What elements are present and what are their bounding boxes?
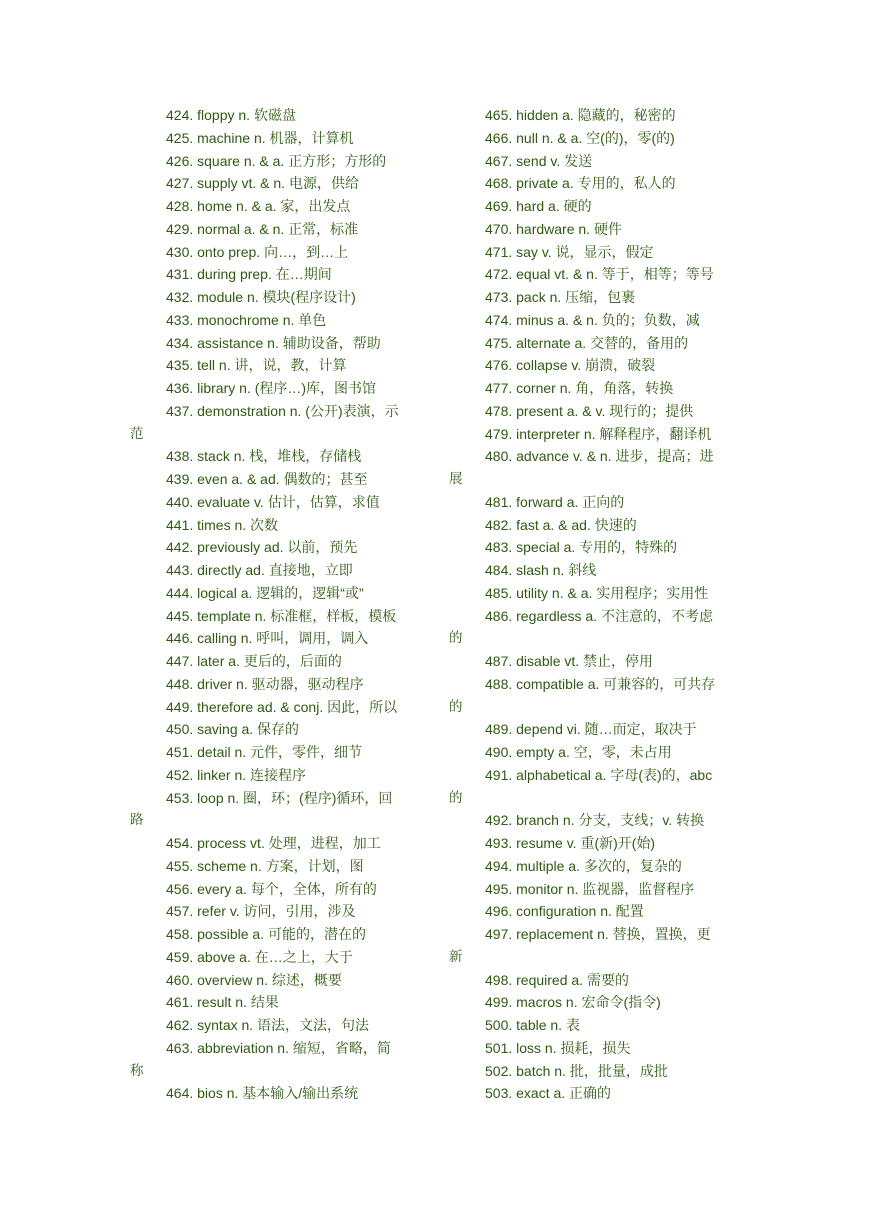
vocabulary-entry: 444. logical a. 逻辑的，逻辑“或” bbox=[166, 584, 364, 601]
wrapped-line-continuation: 称 bbox=[130, 1062, 144, 1079]
vocabulary-entry: 502. batch n. 批，批量，成批 bbox=[485, 1062, 668, 1079]
vocabulary-entry: 460. overview n. 综述，概要 bbox=[166, 971, 342, 988]
vocabulary-entry: 463. abbreviation n. 缩短，省略，简 bbox=[166, 1039, 391, 1056]
vocabulary-entry: 476. collapse v. 崩溃，破裂 bbox=[485, 357, 656, 374]
wrapped-line-continuation: 的 bbox=[449, 630, 463, 647]
vocabulary-entry: 454. process vt. 处理，进程，加工 bbox=[166, 835, 381, 851]
vocabulary-column-right bbox=[449, 104, 749, 1105]
vocabulary-entry: 438. stack n. 栈，堆栈，存储栈 bbox=[166, 448, 362, 465]
vocabulary-entry: 499. macros n. 宏命令(指令) bbox=[485, 994, 661, 1011]
vocabulary-entry: 466. null n. & a. 空(的)，零(的) bbox=[485, 129, 675, 146]
vocabulary-entry: 455. scheme n. 方案，计划，图 bbox=[166, 857, 364, 874]
vocabulary-entry: 471. say v. 说，显示，假定 bbox=[485, 243, 654, 260]
vocabulary-entry: 437. demonstration n. (公开)表演，示 bbox=[166, 402, 399, 419]
vocabulary-entry: 472. equal vt. & n. 等于，相等；等号 bbox=[485, 266, 714, 283]
vocabulary-entry: 501. loss n. 损耗，损失 bbox=[485, 1039, 631, 1056]
vocabulary-entry: 425. machine n. 机器，计算机 bbox=[166, 129, 354, 146]
vocabulary-entry: 493. resume v. 重(新)开(始) bbox=[485, 835, 656, 851]
vocabulary-entry: 484. slash n. 斜线 bbox=[485, 562, 597, 578]
vocabulary-entry: 434. assistance n. 辅助设备，帮助 bbox=[166, 334, 381, 351]
vocabulary-entry: 447. later a. 更后的，后面的 bbox=[166, 653, 342, 669]
vocabulary-entry: 457. refer v. 访问，引用，涉及 bbox=[166, 903, 356, 920]
vocabulary-entry: 482. fast a. & ad. 快速的 bbox=[485, 516, 637, 533]
wrapped-line-continuation: 展 bbox=[449, 471, 463, 487]
vocabulary-entry: 428. home n. & a. 家，出发点 bbox=[166, 198, 351, 214]
vocabulary-entry: 467. send v. 发送 bbox=[485, 152, 593, 169]
wrapped-line-continuation: 的 bbox=[449, 789, 463, 806]
vocabulary-entry: 474. minus a. & n. 负的；负数，减 bbox=[485, 311, 700, 328]
vocabulary-entry: 464. bios n. 基本输入/输出系统 bbox=[166, 1085, 359, 1102]
vocabulary-entry: 495. monitor n. 监视器，监督程序 bbox=[485, 880, 695, 897]
vocabulary-entry: 496. configuration n. 配置 bbox=[485, 903, 644, 920]
vocabulary-entry: 448. driver n. 驱动器，驱动程序 bbox=[166, 675, 364, 692]
vocabulary-entry: 485. utility n. & a. 实用程序；实用性 bbox=[485, 584, 709, 601]
vocabulary-entry: 426. square n. & a. 正方形；方形的 bbox=[166, 152, 387, 169]
vocabulary-entry: 424. floppy n. 软磁盘 bbox=[166, 107, 296, 123]
vocabulary-entry: 435. tell n. 讲，说，教，计算 bbox=[166, 357, 347, 374]
vocabulary-entry: 477. corner n. 角，角落，转换 bbox=[485, 380, 674, 396]
vocabulary-entry: 500. table n. 表 bbox=[485, 1017, 580, 1033]
vocabulary-entry: 433. monochrome n. 单色 bbox=[166, 311, 327, 328]
vocabulary-entry: 478. present a. & v. 现行的；提供 bbox=[485, 402, 694, 419]
vocabulary-entry: 429. normal a. & n. 正常，标准 bbox=[166, 220, 359, 237]
vocabulary-entry: 449. therefore ad. & conj. 因此，所以 bbox=[166, 698, 398, 715]
vocabulary-entry: 452. linker n. 连接程序 bbox=[166, 766, 307, 783]
vocabulary-entry: 486. regardless a. 不注意的，不考虑 bbox=[485, 607, 713, 624]
vocabulary-entry: 469. hard a. 硬的 bbox=[485, 198, 592, 214]
vocabulary-entry: 458. possible a. 可能的，潜在的 bbox=[166, 926, 366, 942]
vocabulary-entry: 491. alphabetical a. 字母(表)的，abc bbox=[485, 766, 713, 783]
vocabulary-entry: 475. alternate a. 交替的，备用的 bbox=[485, 334, 689, 351]
vocabulary-entry: 483. special a. 专用的，特殊的 bbox=[485, 539, 678, 556]
vocabulary-entry: 439. even a. & ad. 偶数的；甚至 bbox=[166, 471, 368, 487]
vocabulary-entry: 451. detail n. 元件，零件，细节 bbox=[166, 744, 363, 760]
vocabulary-entry: 481. forward a. 正向的 bbox=[485, 493, 625, 510]
vocabulary-entry: 479. interpreter n. 解释程序，翻译机 bbox=[485, 425, 712, 442]
vocabulary-entry: 497. replacement n. 替换，置换，更 bbox=[485, 926, 711, 942]
vocabulary-entry: 430. onto prep. 向…，到…上 bbox=[166, 243, 349, 260]
vocabulary-entry: 498. required a. 需要的 bbox=[485, 971, 629, 988]
wrapped-line-continuation: 范 bbox=[130, 425, 144, 442]
vocabulary-entry: 453. loop n. 圈，环；(程序)循环，回 bbox=[166, 789, 393, 806]
vocabulary-entry: 468. private a. 专用的，私人的 bbox=[485, 175, 676, 192]
vocabulary-column-left bbox=[130, 104, 430, 1105]
vocabulary-entry: 440. evaluate v. 估计，估算，求值 bbox=[166, 493, 380, 510]
vocabulary-entry: 436. library n. (程序…)库，图书馆 bbox=[166, 380, 377, 396]
vocabulary-entry: 459. above a. 在…之上，大于 bbox=[166, 948, 353, 965]
vocabulary-entry: 490. empty a. 空，零，未占用 bbox=[485, 744, 672, 760]
vocabulary-entry: 450. saving a. 保存的 bbox=[166, 721, 300, 738]
vocabulary-entry: 503. exact a. 正确的 bbox=[485, 1085, 612, 1102]
vocabulary-entry: 445. template n. 标准框，样板，模板 bbox=[166, 607, 397, 624]
vocabulary-entry: 432. module n. 模块(程序设计) bbox=[166, 289, 356, 305]
vocabulary-entry: 462. syntax n. 语法，文法，句法 bbox=[166, 1017, 370, 1033]
vocabulary-entry: 488. compatible a. 可兼容的，可共存 bbox=[485, 675, 716, 692]
vocabulary-entry: 442. previously ad. 以前，预先 bbox=[166, 539, 358, 556]
vocabulary-entry: 487. disable vt. 禁止，停用 bbox=[485, 653, 654, 669]
vocabulary-entry: 492. branch n. 分支，支线；v. 转换 bbox=[485, 812, 705, 829]
wrapped-line-continuation: 的 bbox=[449, 698, 463, 715]
vocabulary-entry: 427. supply vt. & n. 电源，供给 bbox=[166, 175, 359, 192]
vocabulary-entry: 461. result n. 结果 bbox=[166, 994, 279, 1011]
wrapped-line-continuation: 新 bbox=[449, 948, 463, 965]
vocabulary-entry: 473. pack n. 压缩，包裹 bbox=[485, 289, 636, 305]
vocabulary-entry: 446. calling n. 呼叫，调用，调入 bbox=[166, 630, 369, 647]
wrapped-line-continuation: 路 bbox=[130, 812, 144, 829]
vocabulary-entry: 431. during prep. 在…期间 bbox=[166, 266, 332, 283]
vocabulary-entry: 494. multiple a. 多次的，复杂的 bbox=[485, 857, 682, 874]
vocabulary-entry: 456. every a. 每个，全体，所有的 bbox=[166, 880, 377, 897]
vocabulary-entry: 470. hardware n. 硬件 bbox=[485, 220, 622, 237]
vocabulary-entry: 465. hidden a. 隐藏的，秘密的 bbox=[485, 107, 676, 123]
vocabulary-entry: 441. times n. 次数 bbox=[166, 516, 279, 533]
vocabulary-entry: 489. depend vi. 随…而定，取决于 bbox=[485, 721, 697, 738]
vocabulary-entry: 480. advance v. & n. 进步，提高；进 bbox=[485, 448, 714, 465]
vocabulary-entry: 443. directly ad. 直接地，立即 bbox=[166, 562, 353, 578]
